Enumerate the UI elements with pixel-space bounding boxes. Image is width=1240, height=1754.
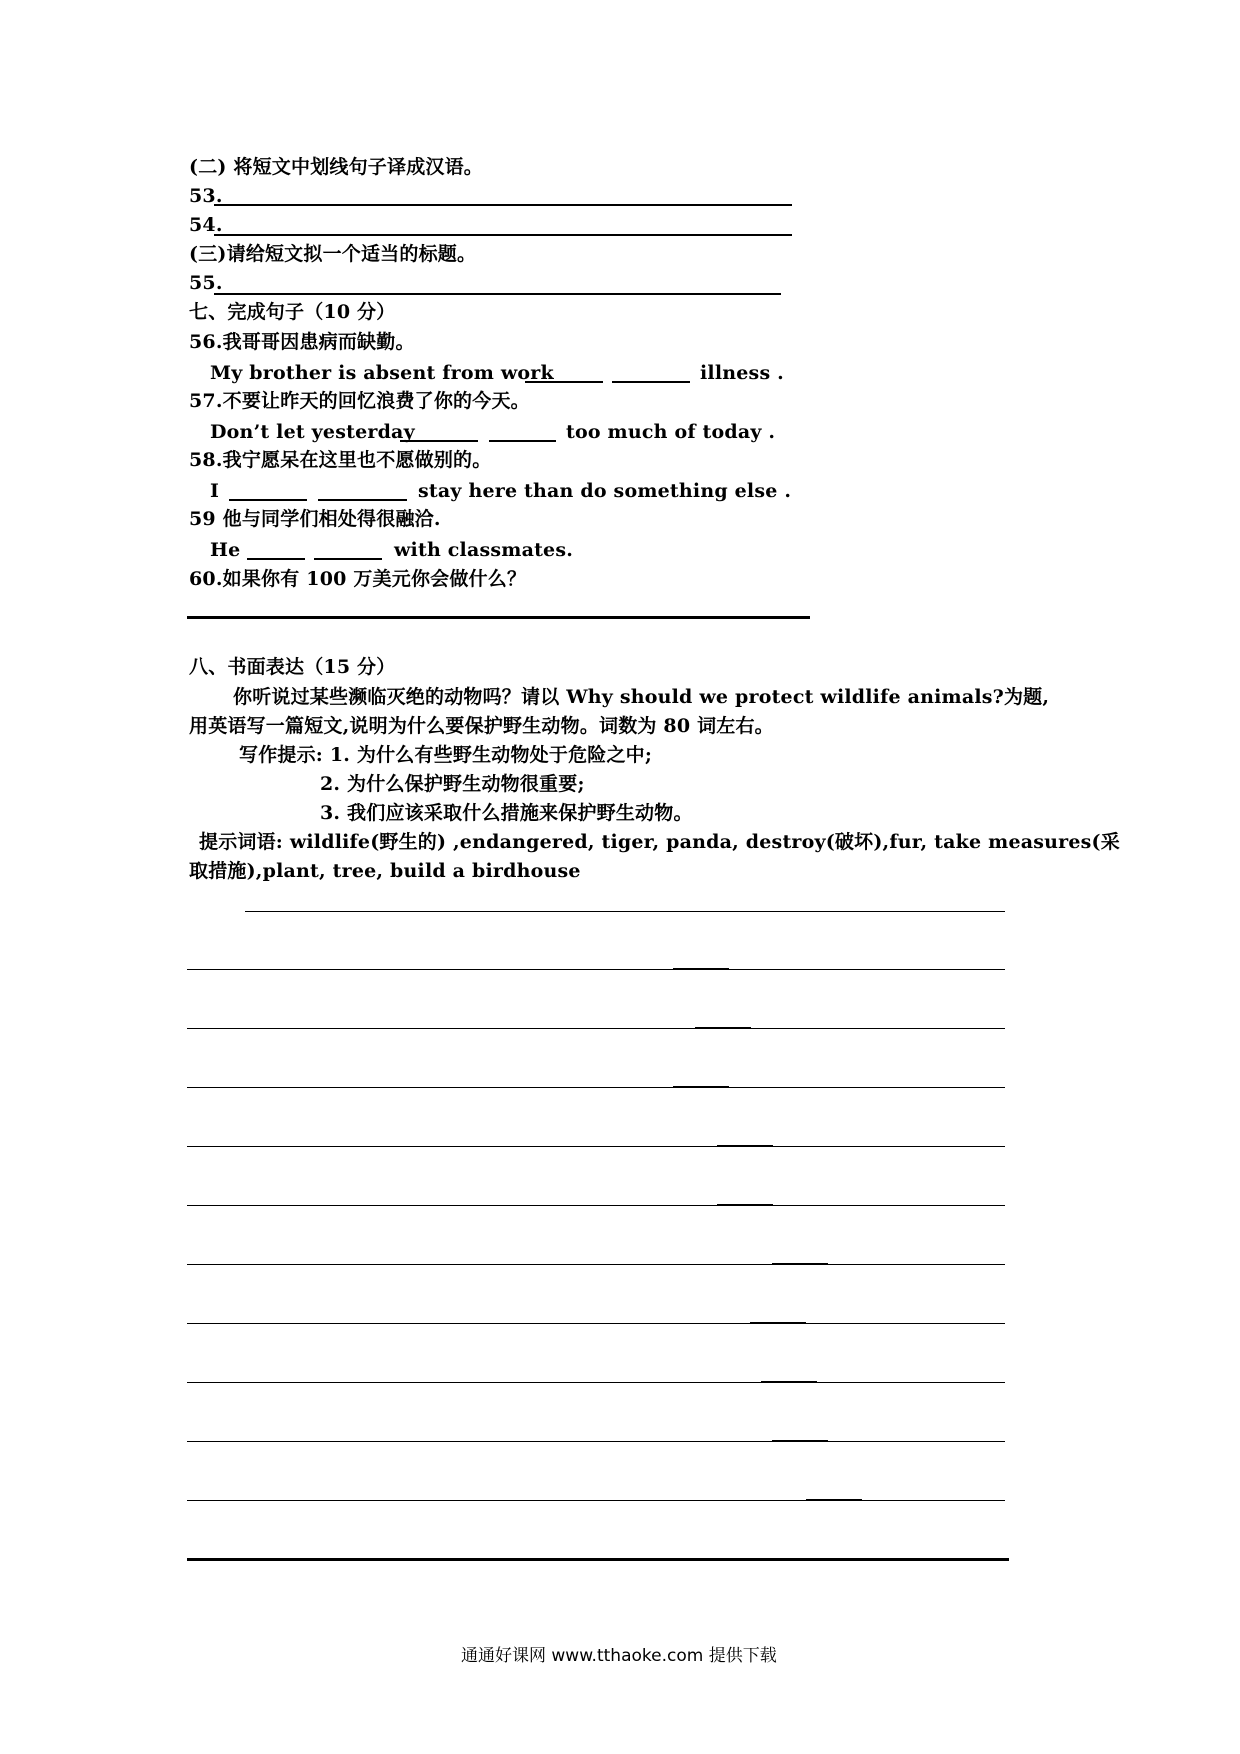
q57-blank-1[interactable]: [400, 440, 478, 442]
writing-line-dash: [673, 968, 729, 970]
section-6c-heading: (三)请给短文拟一个适当的标题。: [189, 243, 477, 265]
writing-line-dash: [717, 1145, 773, 1147]
writing-line[interactable]: [187, 1205, 1005, 1206]
q59-english-start: He: [210, 539, 241, 561]
writing-line-dash: [717, 1204, 773, 1206]
section-7-heading: 七、完成句子（10 分）: [189, 301, 396, 323]
writing-line[interactable]: [187, 1087, 1005, 1088]
section-8-intro-line-1: 你听说过某些濒临灭绝的动物吗？请以 Why should we protect wildlife animals?为题,: [233, 686, 1050, 708]
q54-label: 54.: [189, 214, 223, 236]
writing-line[interactable]: [245, 911, 1005, 912]
q53-answer-line[interactable]: [214, 204, 792, 206]
writing-line[interactable]: [187, 1264, 1005, 1265]
q60-answer-line[interactable]: [187, 616, 810, 619]
writing-line-dash: [695, 1027, 751, 1029]
q56-english-start: My brother is absent from work: [210, 362, 554, 384]
writing-line[interactable]: [187, 1500, 1005, 1501]
q56-blank-1[interactable]: [525, 381, 603, 383]
writing-line[interactable]: [187, 1382, 1005, 1383]
q58-english-end: stay here than do something else .: [418, 480, 792, 502]
q59-english-end: with classmates.: [394, 539, 574, 561]
writing-line-dash: [673, 1086, 729, 1088]
writing-line-dash: [761, 1381, 817, 1383]
q57-english-end: too much of today .: [566, 421, 776, 443]
q53-label: 53.: [189, 185, 223, 207]
q57-blank-2[interactable]: [489, 440, 556, 442]
footer-source: 通通好课网 www.tthaoke.com 提供下载: [461, 1646, 777, 1666]
q57-chinese: 57.不要让昨天的回忆浪费了你的今天。: [189, 390, 530, 412]
writing-line[interactable]: [187, 969, 1005, 970]
writing-line-dash: [772, 1263, 828, 1265]
q56-blank-2[interactable]: [612, 381, 690, 383]
writing-line[interactable]: [187, 1441, 1005, 1442]
hint-words-line-2: 取措施),plant, tree, build a birdhouse: [189, 860, 581, 882]
section-8-intro-line-2: 用英语写一篇短文,说明为什么要保护野生动物。词数为 80 词左右。: [189, 715, 774, 737]
hint-words-line-1: 提示词语: wildlife(野生的) ,endangered, tiger, panda, destroy(破坏),fur, take measures(采: [199, 831, 1120, 853]
q58-english-start: I: [210, 480, 220, 502]
q59-chinese: 59 他与同学们相处得很融洽.: [189, 508, 441, 530]
q56-chinese: 56.我哥哥因患病而缺勤。: [189, 331, 415, 353]
writing-line-dash: [806, 1499, 862, 1501]
writing-line[interactable]: [187, 1323, 1005, 1324]
q58-chinese: 58.我宁愿呆在这里也不愿做别的。: [189, 449, 492, 471]
q54-answer-line[interactable]: [214, 234, 792, 236]
writing-line[interactable]: [187, 1028, 1005, 1029]
q58-blank-1[interactable]: [229, 499, 307, 501]
q55-label: 55.: [189, 272, 223, 294]
section-8-heading: 八、书面表达（15 分）: [189, 656, 396, 678]
writing-hint-1: 写作提示: 1. 为什么有些野生动物处于危险之中;: [239, 744, 653, 766]
q60-chinese: 60.如果你有 100 万美元你会做什么？: [189, 568, 527, 590]
q59-blank-1[interactable]: [247, 558, 305, 560]
section-6b-heading: (二) 将短文中划线句子译成汉语。: [189, 156, 483, 178]
q56-english-end: illness .: [700, 362, 784, 384]
q59-blank-2[interactable]: [314, 558, 382, 560]
writing-line-dash: [750, 1322, 806, 1324]
q57-english-start: Don’t let yesterday: [210, 421, 415, 443]
writing-line-final[interactable]: [187, 1558, 1009, 1561]
q55-answer-line[interactable]: [214, 293, 781, 295]
writing-line[interactable]: [187, 1146, 1005, 1147]
writing-hint-2: 2. 为什么保护野生动物很重要;: [320, 773, 585, 795]
q58-blank-2[interactable]: [318, 499, 407, 501]
writing-hint-3: 3. 我们应该采取什么措施来保护野生动物。: [320, 802, 693, 824]
writing-line-dash: [772, 1440, 828, 1442]
